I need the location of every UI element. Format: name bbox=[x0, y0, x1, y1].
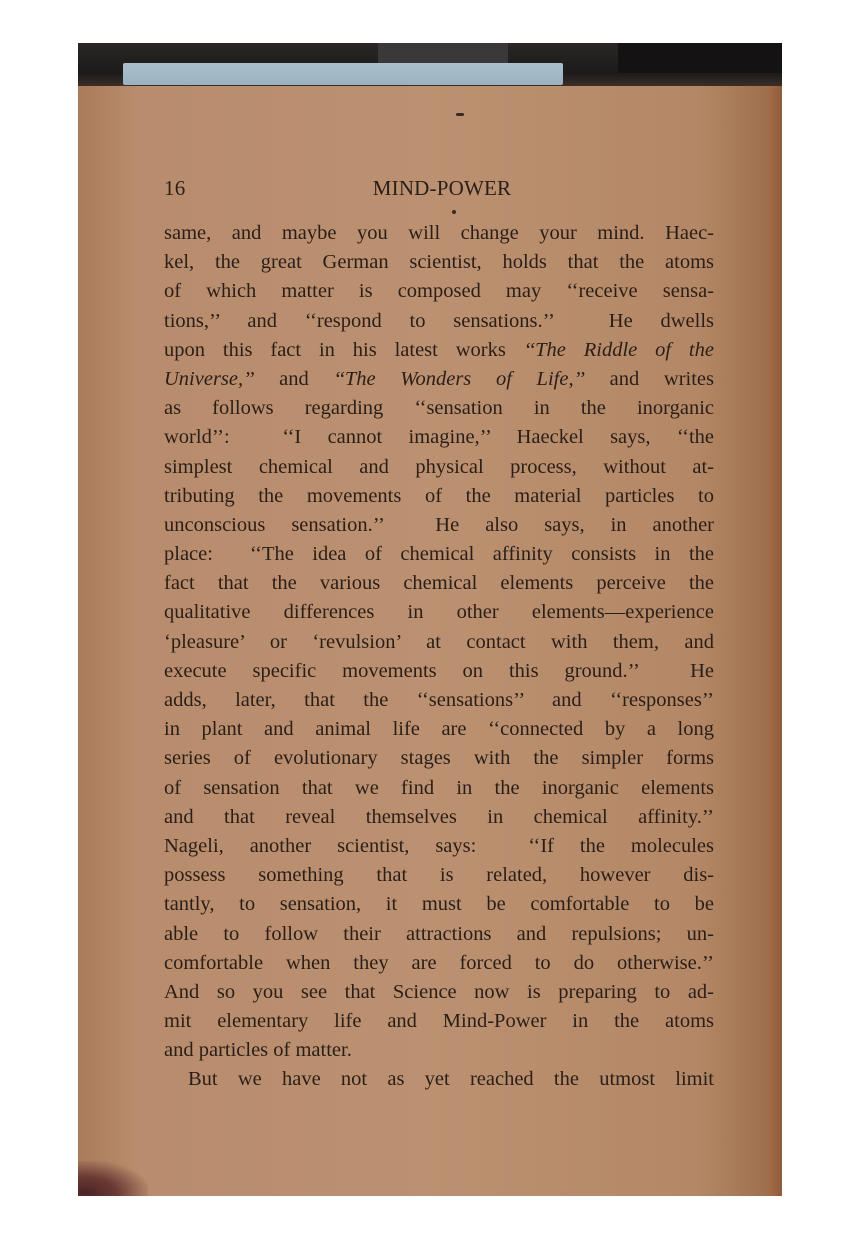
text-run: unconscious sensation.’’ He also says, in another bbox=[164, 513, 714, 536]
text-line bbox=[164, 365, 714, 394]
text-run: in plant and animal life are ‘‘connected by a long bbox=[164, 718, 714, 741]
text-run: tributing the movements of the material particles to bbox=[164, 484, 714, 507]
book-page bbox=[164, 176, 714, 1095]
text-line bbox=[164, 248, 714, 277]
scanner-shadow bbox=[378, 43, 508, 63]
text-line bbox=[164, 949, 714, 978]
italic-title-text: ‘‘The Riddle of the bbox=[523, 338, 714, 361]
text-run: able to follow their attractions and repulsions; un- bbox=[164, 922, 714, 945]
scanner-shadow bbox=[618, 43, 782, 73]
text-line bbox=[164, 1036, 714, 1065]
text-line bbox=[164, 715, 714, 744]
text-line bbox=[164, 1065, 714, 1094]
text-run: kel, the great German scientist, holds that the atoms bbox=[164, 251, 714, 274]
text-run: qualitative differences in other elements—experience bbox=[164, 601, 714, 624]
text-line bbox=[164, 277, 714, 306]
text-line bbox=[164, 628, 714, 657]
text-line bbox=[164, 1007, 714, 1036]
text-line bbox=[164, 307, 714, 336]
text-run: of sensation that we find in the inorganic elements bbox=[164, 776, 714, 799]
italic-title-text: Universe,’’ bbox=[164, 367, 255, 390]
text-line bbox=[164, 774, 714, 803]
text-line bbox=[164, 803, 714, 832]
text-line bbox=[164, 219, 714, 248]
text-run: But we have not as yet reached the utmost limit bbox=[188, 1068, 714, 1091]
text-run: upon this fact in his latest works bbox=[164, 338, 524, 361]
ornament-dot bbox=[452, 210, 456, 214]
page-edge-shadow bbox=[768, 86, 782, 1196]
text-run: adds, later, that the ‘‘sensations’’ and ‘‘responses’’ bbox=[164, 689, 714, 711]
text-line bbox=[164, 657, 714, 686]
running-title: MIND-POWER bbox=[372, 176, 512, 200]
text-line bbox=[164, 890, 714, 919]
text-line bbox=[164, 686, 714, 715]
italic-title-text: ‘‘The Wonders of Life,’’ bbox=[333, 367, 585, 390]
text-line bbox=[164, 598, 714, 627]
text-run: as follows regarding ‘‘sensation in the inorganic bbox=[164, 397, 714, 420]
text-line bbox=[164, 394, 714, 423]
text-line bbox=[164, 453, 714, 482]
text-run: series of evolutionary stages with the simpler forms bbox=[164, 747, 714, 770]
text-run: simplest chemical and physical process, without at- bbox=[164, 455, 714, 478]
text-line bbox=[164, 832, 714, 861]
text-line bbox=[164, 569, 714, 598]
text-run: tantly, to sensation, it must be comfortable to be bbox=[164, 893, 714, 916]
text-run: And so you see that Science now is preparing to ad- bbox=[164, 980, 714, 1003]
text-run: fact that the various chemical elements perceive the bbox=[164, 572, 714, 595]
text-line bbox=[164, 482, 714, 511]
text-run: Nageli, another scientist, says: ‘‘If the molecules bbox=[164, 834, 714, 857]
text-run: of which matter is composed may ‘‘receive sensa- bbox=[164, 280, 714, 303]
text-run: and that reveal themselves in chemical affinity.’’ bbox=[164, 805, 714, 828]
finger-shadow bbox=[78, 1161, 148, 1196]
text-line bbox=[164, 511, 714, 540]
text-run: possess something that is related, however dis- bbox=[164, 864, 714, 887]
text-line bbox=[164, 978, 714, 1007]
paper-speck bbox=[456, 113, 464, 116]
text-run: world’’: ‘‘I cannot imagine,’’ Haeckel says, ‘‘the bbox=[164, 426, 714, 449]
text-run: and writes bbox=[584, 367, 714, 390]
text-line bbox=[164, 920, 714, 949]
text-line bbox=[164, 861, 714, 890]
text-run: comfortable when they are forced to do otherwise.’’ bbox=[164, 951, 714, 974]
text-line bbox=[164, 540, 714, 569]
text-run: place: ‘‘The idea of chemical affinity consists in the bbox=[164, 543, 714, 566]
page-number: 16 bbox=[164, 176, 186, 200]
running-head bbox=[164, 176, 714, 206]
text-run: same, and maybe you will change your mind. Haec- bbox=[164, 222, 714, 244]
text-run: and particles of matter. bbox=[164, 1039, 352, 1062]
page-clip-strip bbox=[123, 63, 563, 85]
text-line bbox=[164, 744, 714, 773]
text-run: ‘pleasure’ or ‘revulsion’ at contact with them, and bbox=[164, 630, 714, 653]
body-text bbox=[164, 219, 714, 1095]
text-run: mit elementary life and Mind-Power in the atoms bbox=[164, 1010, 714, 1033]
text-run: and bbox=[254, 367, 334, 390]
text-line bbox=[164, 336, 714, 365]
text-run: execute specific movements on this ground.’’ He bbox=[164, 659, 714, 682]
text-line bbox=[164, 423, 714, 452]
text-run: tions,’’ and ‘‘respond to sensations.’’ He dwells bbox=[164, 309, 714, 332]
